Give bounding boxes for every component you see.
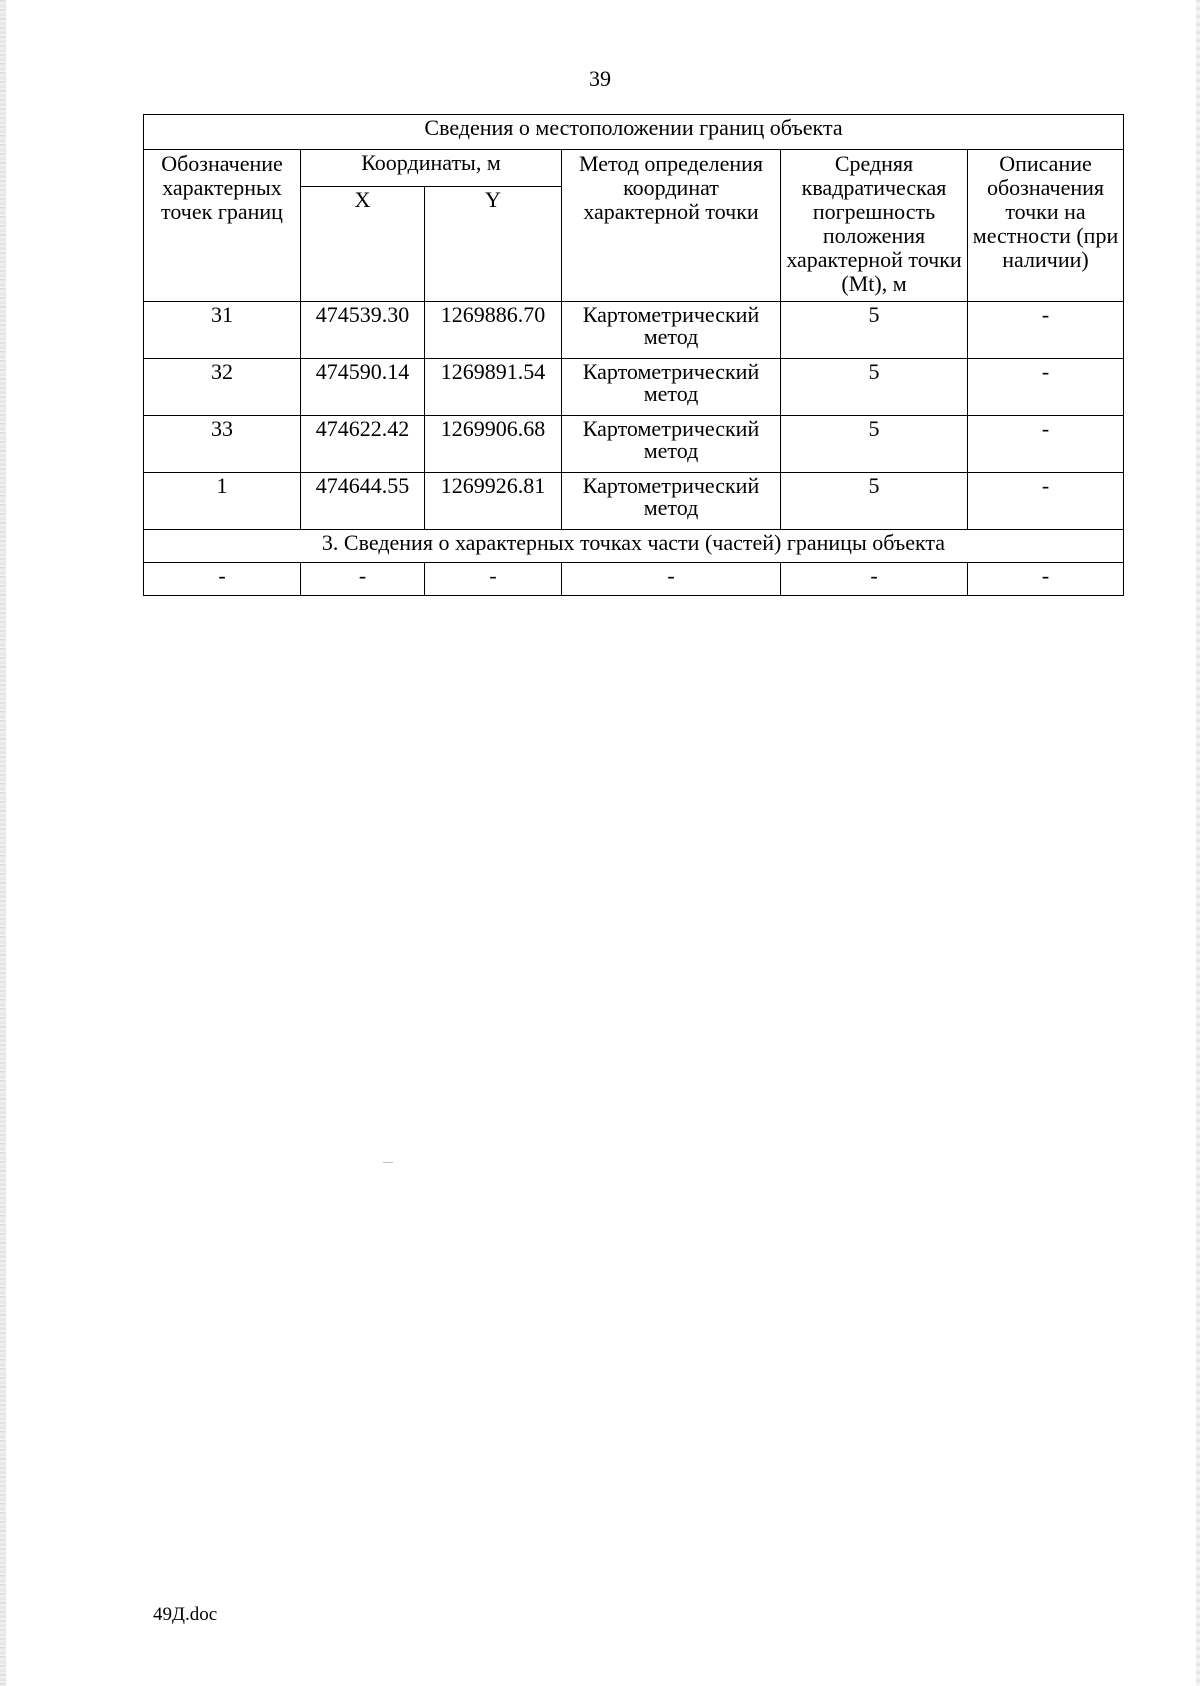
table-title-row xyxy=(144,115,1124,150)
cell-x: 474590.14 xyxy=(301,359,425,416)
section3-cell: - xyxy=(781,563,968,596)
table-row xyxy=(144,302,1124,359)
boundary-points-table xyxy=(143,114,1124,596)
scan-artifact xyxy=(383,1162,393,1163)
cell-desc: - xyxy=(968,359,1124,416)
cell-x: 474622.42 xyxy=(301,416,425,473)
cell-y: 1269906.68 xyxy=(425,416,562,473)
cell-mt: 5 xyxy=(781,302,968,359)
cell-y: 1269891.54 xyxy=(425,359,562,416)
section3-cell: - xyxy=(425,563,562,596)
cell-desc: - xyxy=(968,473,1124,530)
header-coordinates: Координаты, м xyxy=(301,150,562,187)
cell-mt: 5 xyxy=(781,416,968,473)
cell-desc: - xyxy=(968,416,1124,473)
cell-x: 474644.55 xyxy=(301,473,425,530)
section3-cell: - xyxy=(968,563,1124,596)
cell-desc: - xyxy=(968,302,1124,359)
table-row xyxy=(144,473,1124,530)
cell-point: 32 xyxy=(144,359,301,416)
table-row xyxy=(144,359,1124,416)
section3-cell: - xyxy=(301,563,425,596)
header-description: Описание обозначения точки на местности (при наличии) xyxy=(968,150,1124,302)
cell-point: 1 xyxy=(144,473,301,530)
cell-y: 1269926.81 xyxy=(425,473,562,530)
section3-title: 3. Сведения о характерных точках части (частей) границы объекта xyxy=(144,530,1124,563)
scan-edge-left xyxy=(0,0,6,1686)
header-row-1 xyxy=(144,150,1124,187)
cell-method: Картометрический метод xyxy=(562,416,781,473)
header-designation: Обозначение характерных точек границ xyxy=(144,150,301,302)
footer-filename: 49Д.doc xyxy=(153,1604,218,1625)
cell-point: 33 xyxy=(144,416,301,473)
header-x: X xyxy=(301,187,425,302)
cell-y: 1269886.70 xyxy=(425,302,562,359)
scan-edge-right xyxy=(1196,0,1200,1686)
section3-cell: - xyxy=(144,563,301,596)
cell-method: Картометрический метод xyxy=(562,302,781,359)
section3-title-row xyxy=(144,530,1124,563)
page-number: 39 xyxy=(589,66,611,91)
section3-cell: - xyxy=(562,563,781,596)
cell-point: 31 xyxy=(144,302,301,359)
table-title: Сведения о местоположении границ объекта xyxy=(144,115,1124,150)
cell-mt: 5 xyxy=(781,473,968,530)
cell-method: Картометрический метод xyxy=(562,359,781,416)
section3-row xyxy=(144,563,1124,596)
header-y: Y xyxy=(425,187,562,302)
header-method: Метод определения координат характерной точки xyxy=(562,150,781,302)
header-accuracy: Средняя квадратическая погрешность положения характерной точки (Mt), м xyxy=(781,150,968,302)
cell-method: Картометрический метод xyxy=(562,473,781,530)
cell-mt: 5 xyxy=(781,359,968,416)
table-row xyxy=(144,416,1124,473)
cell-x: 474539.30 xyxy=(301,302,425,359)
